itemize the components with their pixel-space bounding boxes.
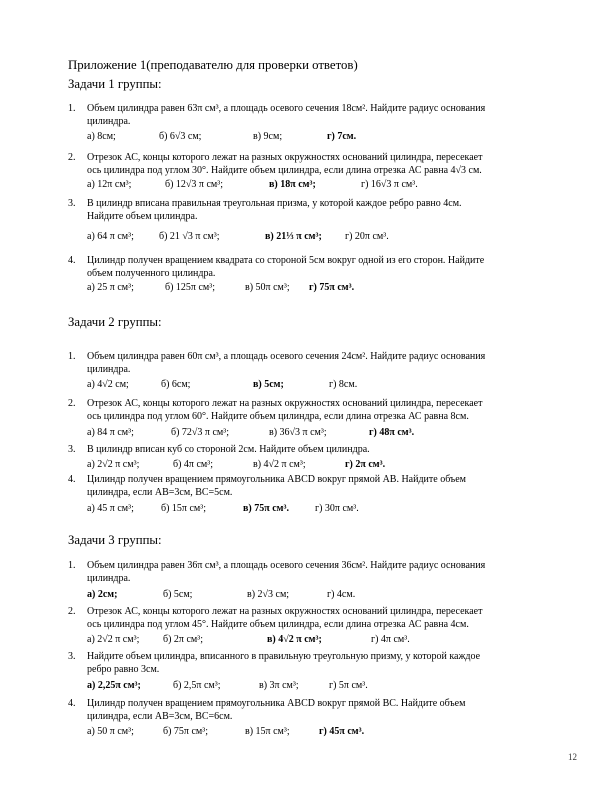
task-number: 1. bbox=[68, 351, 76, 362]
answer-option-c: в) 4√2 π см³; bbox=[267, 634, 322, 645]
task-number: 3. bbox=[68, 651, 76, 662]
answer-option-d: г) 7см. bbox=[327, 131, 357, 142]
answer-option-c: в) 3π см³; bbox=[259, 680, 299, 691]
answer-row bbox=[87, 130, 587, 144]
answer-option-d: г) 45π см³. bbox=[319, 726, 365, 737]
answer-option-a: а) 2,25π см³; bbox=[87, 680, 141, 691]
answer-option-b: б) 2π см³; bbox=[163, 634, 204, 645]
page-number: 12 bbox=[568, 752, 577, 762]
answer-option-a: а) 2√2 π см³; bbox=[87, 634, 140, 645]
task-text-line: цилиндра. bbox=[87, 364, 131, 375]
answer-option-d: г) 16√3 π см³. bbox=[361, 179, 418, 190]
answer-option-c: в) 50π см³; bbox=[245, 282, 290, 293]
task-text-line: Объем цилиндра равен 63π см³, а площадь осевого сечения 18см². Найдите радиус основания bbox=[87, 103, 486, 114]
task-number: 2. bbox=[68, 152, 76, 163]
task-text-line: ребро равно 3см. bbox=[87, 664, 160, 675]
task-text-line: ось цилиндра под углом 60°. Найдите объем цилиндра, если длина отрезка АС равна 8см. bbox=[87, 411, 469, 422]
answer-option-a: а) 50 π см³; bbox=[87, 726, 134, 737]
task-text-line: Отрезок АС, концы которого лежат на разных окружностях оснований цилиндра, пересекает bbox=[87, 152, 483, 163]
answer-option-d: г) 20π см³. bbox=[345, 231, 389, 242]
task-text-line: цилиндра, если АВ=3см, ВС=5см. bbox=[87, 487, 233, 498]
task-text-line: цилиндра. bbox=[87, 116, 131, 127]
answer-row bbox=[87, 725, 587, 739]
answer-option-d: г) 8см. bbox=[329, 379, 358, 390]
answer-option-c: в) 9см; bbox=[253, 131, 283, 142]
answer-row bbox=[87, 458, 587, 472]
answer-option-b: б) 5см; bbox=[163, 589, 193, 600]
answer-option-b: б) 6см; bbox=[161, 379, 191, 390]
answer-option-d: г) 4π см³. bbox=[371, 634, 410, 645]
task-number: 2. bbox=[68, 606, 76, 617]
task-number: 1. bbox=[68, 103, 76, 114]
group-heading: Задачи 1 группы: bbox=[68, 77, 162, 91]
answer-option-b: б) 72√3 π см³; bbox=[171, 427, 229, 438]
answer-option-d: г) 5π см³. bbox=[329, 680, 368, 691]
answer-option-d: г) 30π см³. bbox=[315, 503, 359, 514]
answer-option-d: г) 75π см³. bbox=[309, 282, 355, 293]
answer-option-c: в) 4√2 π см³; bbox=[253, 459, 306, 470]
answer-option-b: б) 125π см³; bbox=[165, 282, 216, 293]
answer-option-a: а) 25 π см³; bbox=[87, 282, 134, 293]
task-text-line: Цилиндр получен вращением прямоугольника ABCD вокруг прямой АВ. Найдите объем bbox=[87, 474, 466, 485]
task-text-line: Отрезок АС, концы которого лежат на разных окружностях оснований цилиндра, пересекает bbox=[87, 398, 483, 409]
task-text-line: Объем цилиндра равен 60π см³, а площадь осевого сечения 24см². Найдите радиус основания bbox=[87, 351, 486, 362]
task-text-line: В цилиндр вписан куб со стороной 2см. Найдите объем цилиндра. bbox=[87, 444, 370, 455]
answer-option-b: б) 6√3 см; bbox=[159, 131, 202, 142]
answer-option-c: в) 75π см³. bbox=[243, 503, 289, 514]
task-text-line: Объем цилиндра равен 36π см³, а площадь осевого сечения 36см². Найдите радиус основания bbox=[87, 560, 486, 571]
task-text-line: цилиндра, если АВ=3см, ВС=6см. bbox=[87, 711, 233, 722]
answer-row bbox=[87, 378, 587, 392]
answer-option-c: в) 15π см³; bbox=[245, 726, 290, 737]
answer-row bbox=[87, 230, 587, 244]
answer-row bbox=[87, 281, 587, 295]
answer-option-b: б) 12√3 π см³; bbox=[165, 179, 223, 190]
answer-option-a: а) 8см; bbox=[87, 131, 116, 142]
task-number: 1. bbox=[68, 560, 76, 571]
answer-option-c: в) 36√3 π см³; bbox=[269, 427, 327, 438]
task-number: 3. bbox=[68, 198, 76, 209]
page-title: Приложение 1(преподавателю для проверки ответов) bbox=[68, 58, 358, 72]
answer-row bbox=[87, 633, 587, 647]
task-text-line: Отрезок АС, концы которого лежат на разных окружностях оснований цилиндра, пересекает bbox=[87, 606, 483, 617]
answer-option-c: в) 5см; bbox=[253, 379, 284, 390]
answer-option-a: а) 12π см³; bbox=[87, 179, 132, 190]
answer-option-a: а) 84 π см³; bbox=[87, 427, 134, 438]
task-number: 2. bbox=[68, 398, 76, 409]
answer-option-a: а) 45 π см³; bbox=[87, 503, 134, 514]
answer-option-b: б) 75π см³; bbox=[163, 726, 209, 737]
answer-option-d: г) 48π см³. bbox=[369, 427, 415, 438]
task-number: 3. bbox=[68, 444, 76, 455]
answer-option-a: а) 4√2 см; bbox=[87, 379, 129, 390]
answer-option-b: б) 15π см³; bbox=[161, 503, 207, 514]
answer-option-a: а) 64 π см³; bbox=[87, 231, 134, 242]
answer-option-a: а) 2√2 π см³; bbox=[87, 459, 140, 470]
answer-row bbox=[87, 178, 587, 192]
task-number: 4. bbox=[68, 698, 76, 709]
task-text-line: ось цилиндра под углом 30°. Найдите объем цилиндра, если длина отрезка АС равна 4√3 см. bbox=[87, 165, 482, 176]
answer-row bbox=[87, 502, 587, 516]
answer-option-b: б) 4π см³; bbox=[173, 459, 214, 470]
task-number: 4. bbox=[68, 474, 76, 485]
task-text-line: цилиндра. bbox=[87, 573, 131, 584]
task-text-line: объем полученного цилиндра. bbox=[87, 268, 216, 279]
answer-option-b: б) 2,5π см³; bbox=[173, 680, 221, 691]
answer-row bbox=[87, 679, 587, 693]
answer-option-d: г) 4см. bbox=[327, 589, 356, 600]
answer-option-a: а) 2см; bbox=[87, 589, 118, 600]
answer-row bbox=[87, 588, 587, 602]
task-text-line: Найдите объем цилиндра. bbox=[87, 211, 198, 222]
task-text-line: В цилиндр вписана правильная треугольная призма, у которой каждое ребро равно 4см. bbox=[87, 198, 462, 209]
task-number: 4. bbox=[68, 255, 76, 266]
answer-option-c: в) 2√3 см; bbox=[247, 589, 290, 600]
task-text-line: ось цилиндра под углом 45°. Найдите объем цилиндра, если длина отрезка АС равна 4см. bbox=[87, 619, 469, 630]
answer-option-c: в) 21⅓ π см³; bbox=[265, 231, 322, 242]
answer-option-d: г) 2π см³. bbox=[345, 459, 386, 470]
task-text-line: Цилиндр получен вращением квадрата со стороной 5см вокруг одной из его сторон. Найдите bbox=[87, 255, 485, 266]
group-heading: Задачи 2 группы: bbox=[68, 315, 162, 329]
group-heading: Задачи 3 группы: bbox=[68, 533, 162, 547]
task-text-line: Цилиндр получен вращением прямоугольника ABCD вокруг прямой ВС. Найдите объем bbox=[87, 698, 466, 709]
answer-option-b: б) 21 √3 π см³; bbox=[159, 231, 220, 242]
answer-option-c: в) 18π см³; bbox=[269, 179, 316, 190]
answer-row bbox=[87, 426, 587, 440]
task-text-line: Найдите объем цилиндра, вписанного в правильную треугольную призму, у которой каждое bbox=[87, 651, 481, 662]
